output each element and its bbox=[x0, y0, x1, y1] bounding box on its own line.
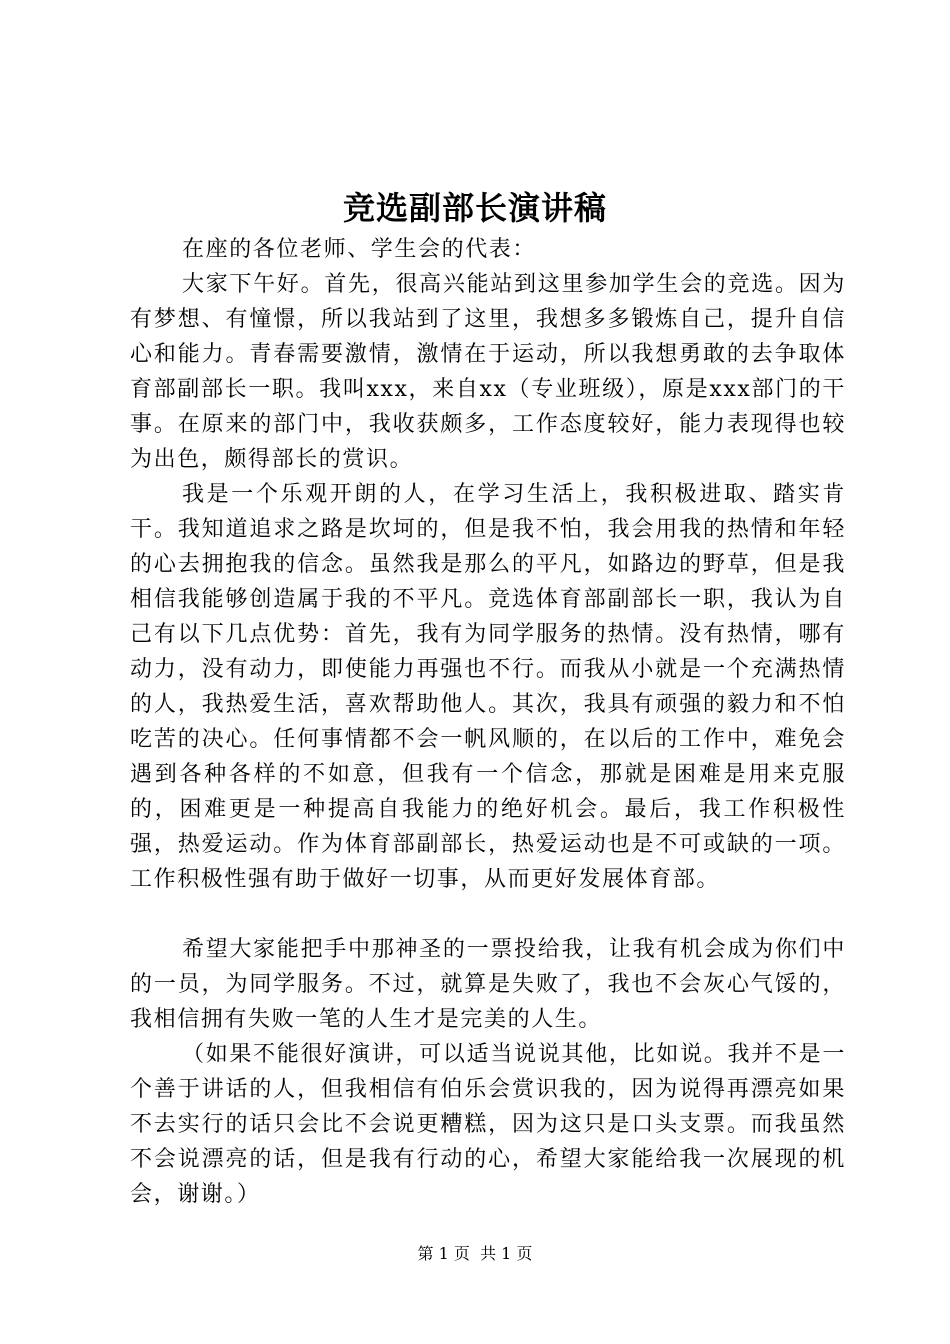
page-number: 第 1 页 共 1 页 bbox=[417, 1244, 533, 1263]
document-body bbox=[130, 232, 846, 1212]
paragraph-strengths: 我是一个乐观开朗的人，在学习生活上，我积极进取、踏实肯干。我知道追求之路是坎坷的，但是我不怕，我会用我的热情和年轻的心去拥抱我的信念。虽然我是那么的平凡，如路边的野草，但是我相信我能够创造属于我的不平凡。竞选体育部副部长一职，我认为自己有以下几点优势：首先，我有为同学服务的热情。没有热情，哪有动力，没有动力，即使能力再强也不行。而我从小就是一个充满热情的人，我热爱生活，喜欢帮助他人。其次，我具有顽强的毅力和不怕吃苦的决心。任何事情都不会一帆风顺的，在以后的工作中，难免会遇到各种各样的不如意，但我有一个信念，那就是困难是用来克服的，困难更是一种提高自我能力的绝好机会。最后，我工作积极性强，热爱运动。作为体育部副部长，热爱运动也是不可或缺的一项。工作积极性强有助于做好一切事，从而更好发展体育部。 bbox=[130, 482, 846, 892]
paragraph-gap bbox=[130, 897, 846, 932]
paragraph-intro: 大家下午好。首先，很高兴能站到这里参加学生会的竞选。因为有梦想、有憧憬，所以我站到了这里，我想多多锻炼自己，提升自信心和能力。青春需要激情，激情在于运动，所以我想勇敢的去争取体育部副部长一职。我叫xxx，来自xx（专业班级），原是xxx部门的干事。在原来的部门中，我收获颇多，工作态度较好，能力表现得也较为出色，颇得部长的赏识。 bbox=[130, 272, 846, 472]
salutation: 在座的各位老师、学生会的代表： bbox=[182, 237, 537, 262]
paragraph-closing: 希望大家能把手中那神圣的一票投给我，让我有机会成为你们中的一员，为同学服务。不过，就算是失败了，我也不会灰心气馁的，我相信拥有失败一笔的人生才是完美的人生。 bbox=[130, 937, 846, 1032]
page-footer bbox=[0, 1242, 950, 1266]
paragraph-note: （如果不能很好演讲，可以适当说说其他，比如说。我并不是一个善于讲话的人，但我相信有伯乐会赏识我的，因为说得再漂亮如果不去实行的话只会比不会说更糟糕，因为这只是口头支票。而我虽然不会说漂亮的话，但是我有行动的心，希望大家能给我一次展现的机会，谢谢。） bbox=[130, 1042, 846, 1207]
document-title: 竞选副部长演讲稿 bbox=[342, 189, 607, 227]
